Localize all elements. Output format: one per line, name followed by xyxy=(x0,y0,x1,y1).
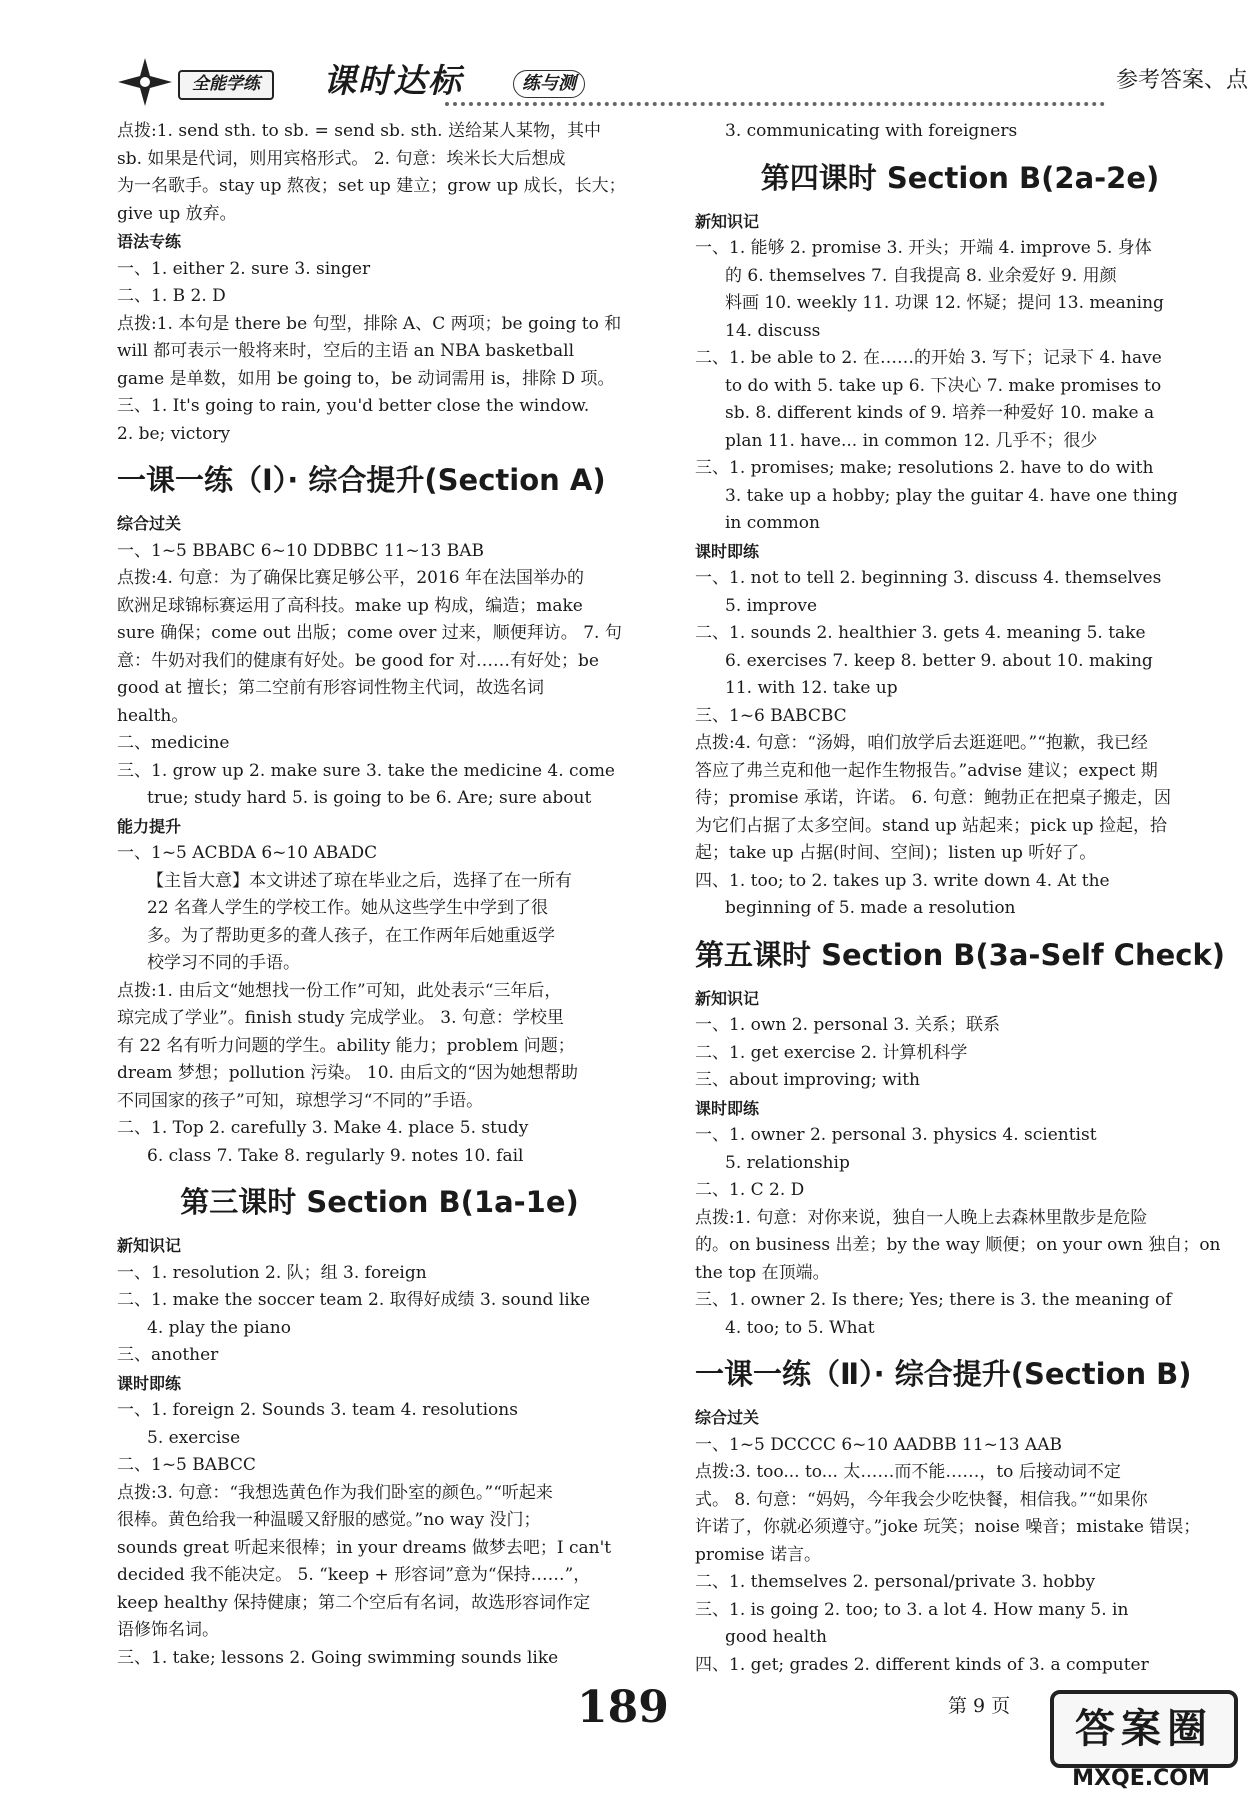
answer-line: 答应了弗兰克和他一起作生物报告。”advise 建议；expect 期 xyxy=(695,760,1158,781)
series-logo xyxy=(118,58,658,106)
answer-line: 一、1. own 2. personal 3. 关系；联系 xyxy=(695,1015,1000,1035)
answer-line: 一、1. either 2. sure 3. singer xyxy=(117,258,371,279)
subsection-label: 课时即练 xyxy=(117,1373,182,1393)
answer-line: 四、1. get; grades 2. different kinds of 3. a computer xyxy=(695,1654,1149,1675)
subsection-label: 综合过关 xyxy=(695,1408,760,1427)
answer-line: 语修饰名词。 xyxy=(117,1620,219,1640)
answer-line: 的 6. themselves 7. 自我提高 8. 业余爱好 9. 用颜 xyxy=(725,265,1117,286)
header-subtitle: 练与测 xyxy=(513,70,585,98)
subsection-label: 新知识记 xyxy=(695,211,760,231)
answer-line: 许诺了，你就必须遵守。”joke 玩笑；noise 噪音；mistake 错误； xyxy=(695,1517,1201,1537)
answer-line: 一、1~5 DCCCC 6~10 AADBB 11~13 AAB xyxy=(695,1434,1062,1455)
subsection-label: 语法专练 xyxy=(117,232,182,251)
answer-line: 14. discuss xyxy=(725,320,821,341)
answer-line: 三、1. owner 2. Is there; Yes; there is 3. the meaning of xyxy=(695,1290,1172,1310)
answer-line: 三、1~6 BABCBC xyxy=(695,705,847,726)
answer-line: health。 xyxy=(117,705,189,726)
answer-line: 二、1. Top 2. carefully 3. Make 4. place 5. study xyxy=(117,1118,529,1138)
subsection-label: 能力提升 xyxy=(117,816,182,836)
answer-line: decided 我不能决定。 5. “keep + 形容词”意为“保持……”， xyxy=(117,1565,591,1585)
answer-line: 一、1. owner 2. personal 3. physics 4. scientist xyxy=(695,1125,1097,1145)
answer-line: 三、1. take; lessons 2. Going swimming sounds like xyxy=(117,1647,559,1668)
watermark-logo xyxy=(1048,1690,1234,1800)
answer-line: promise 诺言。 xyxy=(695,1544,821,1565)
answer-line: 点拨:4. 句意：为了确保比赛足够公平，2016 年在法国举办的 xyxy=(117,568,585,588)
answer-line: 5. relationship xyxy=(725,1152,850,1173)
answer-line: 三、about improving; with xyxy=(695,1070,921,1090)
right-column xyxy=(695,118,1225,1679)
answer-line: 4. play the piano xyxy=(147,1317,291,1338)
answer-line: 点拨:3. 句意：“我想选黄色作为我们卧室的颜色。”“听起来 xyxy=(117,1482,553,1503)
answer-line: 四、1. too; to 2. takes up 3. write down 4. At the xyxy=(695,870,1110,891)
answer-line: 二、1~5 BABCC xyxy=(117,1455,256,1475)
answer-line: 二、1. be able to 2. 在……的开始 3. 写下；记录下 4. have xyxy=(695,348,1162,368)
answer-line: true; study hard 5. is going to be 6. Are; sure about xyxy=(147,788,592,808)
answer-line: to do with 5. take up 6. 下决心 7. make promises to xyxy=(725,375,1162,396)
answer-line: 二、1. get exercise 2. 计算机科学 xyxy=(695,1042,968,1063)
subsection-label: 课时即练 xyxy=(695,1098,760,1118)
answer-line: 6. exercises 7. keep 8. better 9. about 10. making xyxy=(725,650,1153,671)
subsection-label: 课时即练 xyxy=(695,541,760,561)
answer-line: 11. with 12. take up xyxy=(725,678,898,698)
answer-line: 式。 8. 句意：“妈妈，今年我会少吃快餐，相信我。”“如果你 xyxy=(695,1489,1148,1510)
page-number: 189 xyxy=(577,1682,669,1733)
section-heading: 一课一练（Ⅱ）· 综合提升(Section B) xyxy=(695,1357,1192,1391)
answer-line: good health xyxy=(725,1627,827,1647)
answer-line: 一、1. resolution 2. 队；组 3. foreign xyxy=(117,1262,427,1283)
subsection-label: 综合过关 xyxy=(117,514,182,533)
answer-line: 4. too; to 5. What xyxy=(725,1317,875,1338)
answer-line: give up 放弃。 xyxy=(117,203,237,224)
answer-line: 校学习不同的手语。 xyxy=(147,953,300,973)
answer-line: 一、1. not to tell 2. beginning 3. discuss 4. themselves xyxy=(695,568,1162,588)
page-label: 第 9 页 xyxy=(948,1695,1011,1717)
answer-line: sure 确保；come out 出版；come over 过来，顺便拜访。 7. 句 xyxy=(117,623,622,643)
section-heading: 第四课时 Section B(2a-2e) xyxy=(760,160,1160,195)
answer-line: beginning of 5. made a resolution xyxy=(725,898,1016,918)
answer-line: 一、1. foreign 2. Sounds 3. team 4. resolutions xyxy=(117,1400,518,1420)
answer-line: 二、1. make the soccer team 2. 取得好成绩 3. sound like xyxy=(117,1290,591,1310)
answer-line: 二、1. C 2. D xyxy=(695,1180,805,1200)
answer-line: 3. take up a hobby; play the guitar 4. have one thing xyxy=(725,485,1178,506)
answer-line: 起；take up 占据(时间、空间)；listen up 听好了。 xyxy=(695,843,1097,863)
answer-line: 一、1~5 ACBDA 6~10 ABADC xyxy=(117,843,378,863)
answer-line: 料画 10. weekly 11. 功课 12. 怀疑；提问 13. meaning xyxy=(725,293,1164,313)
answer-line: dream 梦想；pollution 污染。 10. 由后文的“因为她想帮助 xyxy=(117,1063,579,1083)
section-heading: 第五课时 Section B(3a-Self Check) xyxy=(695,937,1225,972)
answer-line: 欧洲足球锦标赛运用了高科技。make up 构成，编造；make xyxy=(117,595,583,616)
answer-line: 点拨:1. send sth. to sb. = send sb. sth. 送给某人某物，其中 xyxy=(117,121,601,141)
answer-line: in common xyxy=(725,513,820,533)
answer-line: 点拨:4. 句意：“汤姆，咱们放学后去逛逛吧。”“抱歉，我已经 xyxy=(695,733,1148,753)
answer-line: 【主旨大意】本文讲述了琼在毕业之后，选择了在一所有 xyxy=(147,870,572,891)
answer-line: sb. 如果是代词，则用宾格形式。 2. 句意：埃米长大后想成 xyxy=(117,148,566,169)
brand-label: 全能学练 xyxy=(178,70,274,100)
section-heading: 第三课时 Section B(1a-1e) xyxy=(180,1185,579,1219)
answer-line: 意：牛奶对我们的健康有好处。be good for 对……有好处；be xyxy=(117,650,599,671)
answer-line: will 都可表示一般将来时，空后的主语 an NBA basketball xyxy=(117,341,575,361)
watermark-text: 答案圈 xyxy=(1050,1690,1238,1768)
answer-line: 为它们占据了太多空间。stand up 站起来；pick up 捡起，拾 xyxy=(695,815,1167,836)
answer-line: 三、1. It's going to rain, you'd better close the window. xyxy=(117,396,590,416)
answer-line: 3. communicating with foreigners xyxy=(725,121,1018,141)
answer-line: sounds great 听起来很棒；in your dreams 做梦去吧；I can't xyxy=(117,1537,612,1558)
answer-line: 三、another xyxy=(117,1345,219,1365)
answer-line: 5. exercise xyxy=(147,1427,241,1448)
answer-line: 点拨:1. 本句是 there be 句型，排除 A、C 两项；be going to 和 xyxy=(117,313,622,334)
answer-line: 二、1. B 2. D xyxy=(117,286,226,306)
answer-line: 5. improve xyxy=(725,595,818,616)
answer-line: good at 擅长；第二空前有形容词性物主代词，故选名词 xyxy=(117,678,545,698)
answer-line: 多。为了帮助更多的聋人孩子，在工作两年后她重返学 xyxy=(147,925,555,946)
answer-line: 有 22 名有听力问题的学生。ability 能力；problem 问题； xyxy=(117,1035,575,1056)
watermark-url: MXQE.COM xyxy=(1072,1766,1210,1791)
answer-line: 二、medicine xyxy=(117,733,230,753)
answer-line: the top 在顶端。 xyxy=(695,1262,830,1283)
answer-line: 三、1. is going 2. too; to 3. a lot 4. How many 5. in xyxy=(695,1599,1129,1620)
answer-line: keep healthy 保持健康；第二个空后有名词，故选形容词作定 xyxy=(117,1592,591,1613)
answer-line: 很棒。黄色给我一种温暖又舒服的感觉。”no way 没门； xyxy=(117,1510,541,1530)
answer-line: 三、1. grow up 2. make sure 3. take the medicine 4. come xyxy=(117,760,615,781)
header-dotted-rule xyxy=(445,102,1105,106)
header-title: 课时达标 xyxy=(323,61,463,100)
page-header xyxy=(0,0,1248,112)
answer-line: 22 名聋人学生的学校工作。她从这些学生中学到了很 xyxy=(147,898,549,918)
answer-line: 的。on business 出差；by the way 顺便；on your own 独自；on xyxy=(695,1235,1221,1255)
answer-line: 二、1. sounds 2. healthier 3. gets 4. meaning 5. take xyxy=(695,623,1146,643)
answer-line: 不同国家的孩子”可知，琼想学习“不同的”手语。 xyxy=(117,1090,484,1111)
answer-line: 2. be; victory xyxy=(117,423,231,444)
answer-line: game 是单数，如用 be going to，be 动词需用 is，排除 D 项。 xyxy=(117,368,615,389)
answer-line: 点拨:3. too... to... 太……而不能……，to 后接动词不定 xyxy=(695,1462,1121,1482)
answer-line: 点拨:1. 句意：对你来说，独自一人晚上去森林里散步是危险 xyxy=(695,1207,1148,1228)
answer-line: 为一名歌手。stay up 熬夜；set up 建立；grow up 成长，长大； xyxy=(117,176,626,196)
left-column xyxy=(117,118,642,1672)
answer-line: sb. 8. different kinds of 9. 培养一种爱好 10. make a xyxy=(725,403,1155,423)
answer-line: 待；promise 承诺，许诺。 6. 句意：鲍勃正在把桌子搬走，因 xyxy=(695,788,1172,808)
answer-line: 一、1. 能够 2. promise 3. 开头；开端 4. improve 5. 身体 xyxy=(695,238,1152,258)
answer-line: plan 11. have... in common 12. 几乎不；很少 xyxy=(725,430,1098,451)
answer-line: 6. class 7. Take 8. regularly 9. notes 10. fail xyxy=(147,1145,524,1166)
answer-line: 三、1. promises; make; resolutions 2. have to do with xyxy=(695,458,1154,478)
star-cross-icon xyxy=(118,58,172,106)
section-heading: 一课一练（Ⅰ）· 综合提升(Section A) xyxy=(117,463,606,497)
answer-line: 一、1~5 BBABC 6~10 DDBBC 11~13 BAB xyxy=(117,540,485,561)
answer-line: 点拨:1. 由后文“她想找一份工作”可知，此处表示“三年后， xyxy=(117,980,562,1001)
answer-line: 二、1. themselves 2. personal/private 3. hobby xyxy=(695,1572,1096,1592)
subsection-label: 新知识记 xyxy=(117,1236,182,1255)
answer-line: 琼完成了学业”。finish study 完成学业。 3. 句意：学校里 xyxy=(117,1008,564,1028)
subsection-label: 新知识记 xyxy=(695,988,760,1008)
header-section-label: 参考答案、点 xyxy=(1116,68,1248,93)
